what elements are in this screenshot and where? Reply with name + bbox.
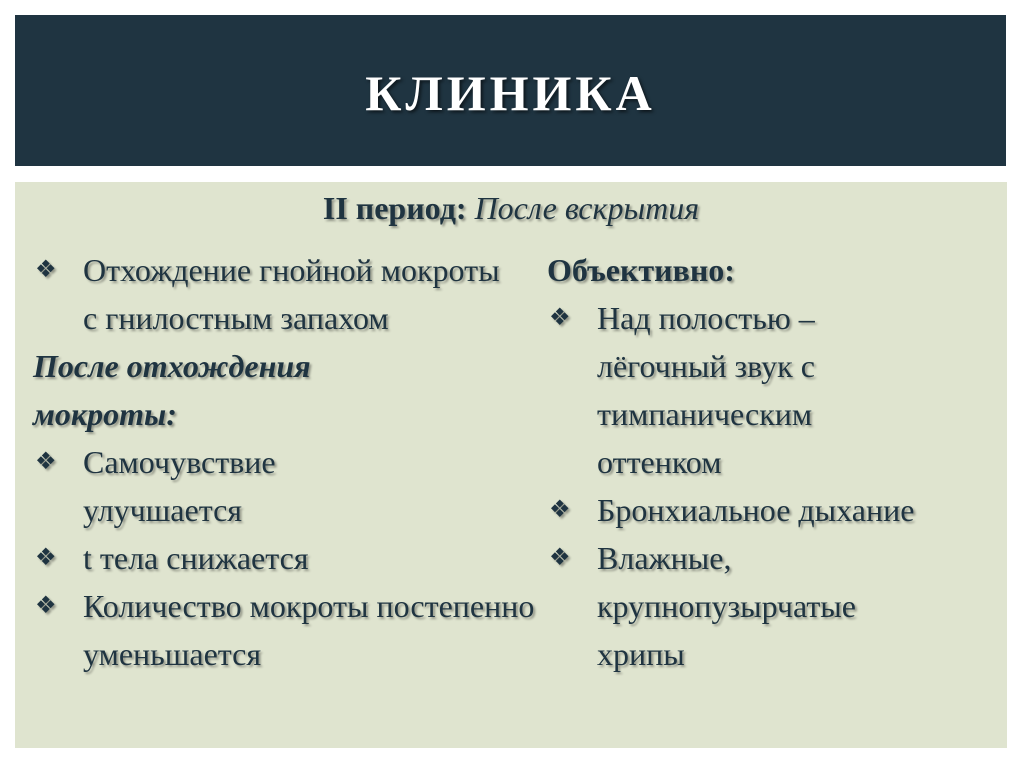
period-label: II период: bbox=[322, 190, 467, 226]
list-item bbox=[33, 438, 383, 534]
list-item bbox=[547, 486, 1024, 534]
diamond-bullet-icon: ❖ bbox=[35, 593, 57, 619]
left-heading: После отхождения мокроты: bbox=[33, 348, 311, 432]
period-description: После вскрытия bbox=[474, 190, 700, 226]
period-subtitle bbox=[15, 188, 1007, 228]
diamond-bullet-icon: ❖ bbox=[549, 305, 571, 331]
list-item bbox=[33, 582, 563, 678]
left-column bbox=[33, 246, 543, 678]
list-item-text: Бронхиальное дыхание bbox=[597, 492, 915, 528]
content-panel bbox=[15, 182, 1007, 748]
diamond-bullet-icon: ❖ bbox=[35, 545, 57, 571]
slide-header bbox=[15, 15, 1006, 166]
right-heading: Объективно: bbox=[547, 252, 735, 288]
diamond-bullet-icon: ❖ bbox=[549, 497, 571, 523]
list-item-text: Отхождение гнойной мокроты с гнилостным запахом bbox=[83, 252, 500, 336]
list-item bbox=[33, 246, 513, 342]
list-item bbox=[547, 294, 897, 486]
list-item bbox=[33, 534, 543, 582]
diamond-bullet-icon: ❖ bbox=[35, 257, 57, 283]
list-item-text: Количество мокроты постепенно уменьшается bbox=[83, 588, 535, 672]
list-item-text: Самочувствие улучшается bbox=[83, 444, 276, 528]
list-item-text: t тела снижается bbox=[83, 540, 309, 576]
right-column bbox=[547, 246, 1007, 678]
list-item-text: Влажные, крупнопузырчатые хрипы bbox=[597, 540, 856, 672]
list-item-text: Над полостью – лёгочный звук с тимпаническим оттенком bbox=[597, 300, 815, 480]
diamond-bullet-icon: ❖ bbox=[35, 449, 57, 475]
slide-title: КЛИНИКА bbox=[365, 64, 656, 121]
diamond-bullet-icon: ❖ bbox=[549, 545, 571, 571]
list-item bbox=[547, 534, 937, 678]
